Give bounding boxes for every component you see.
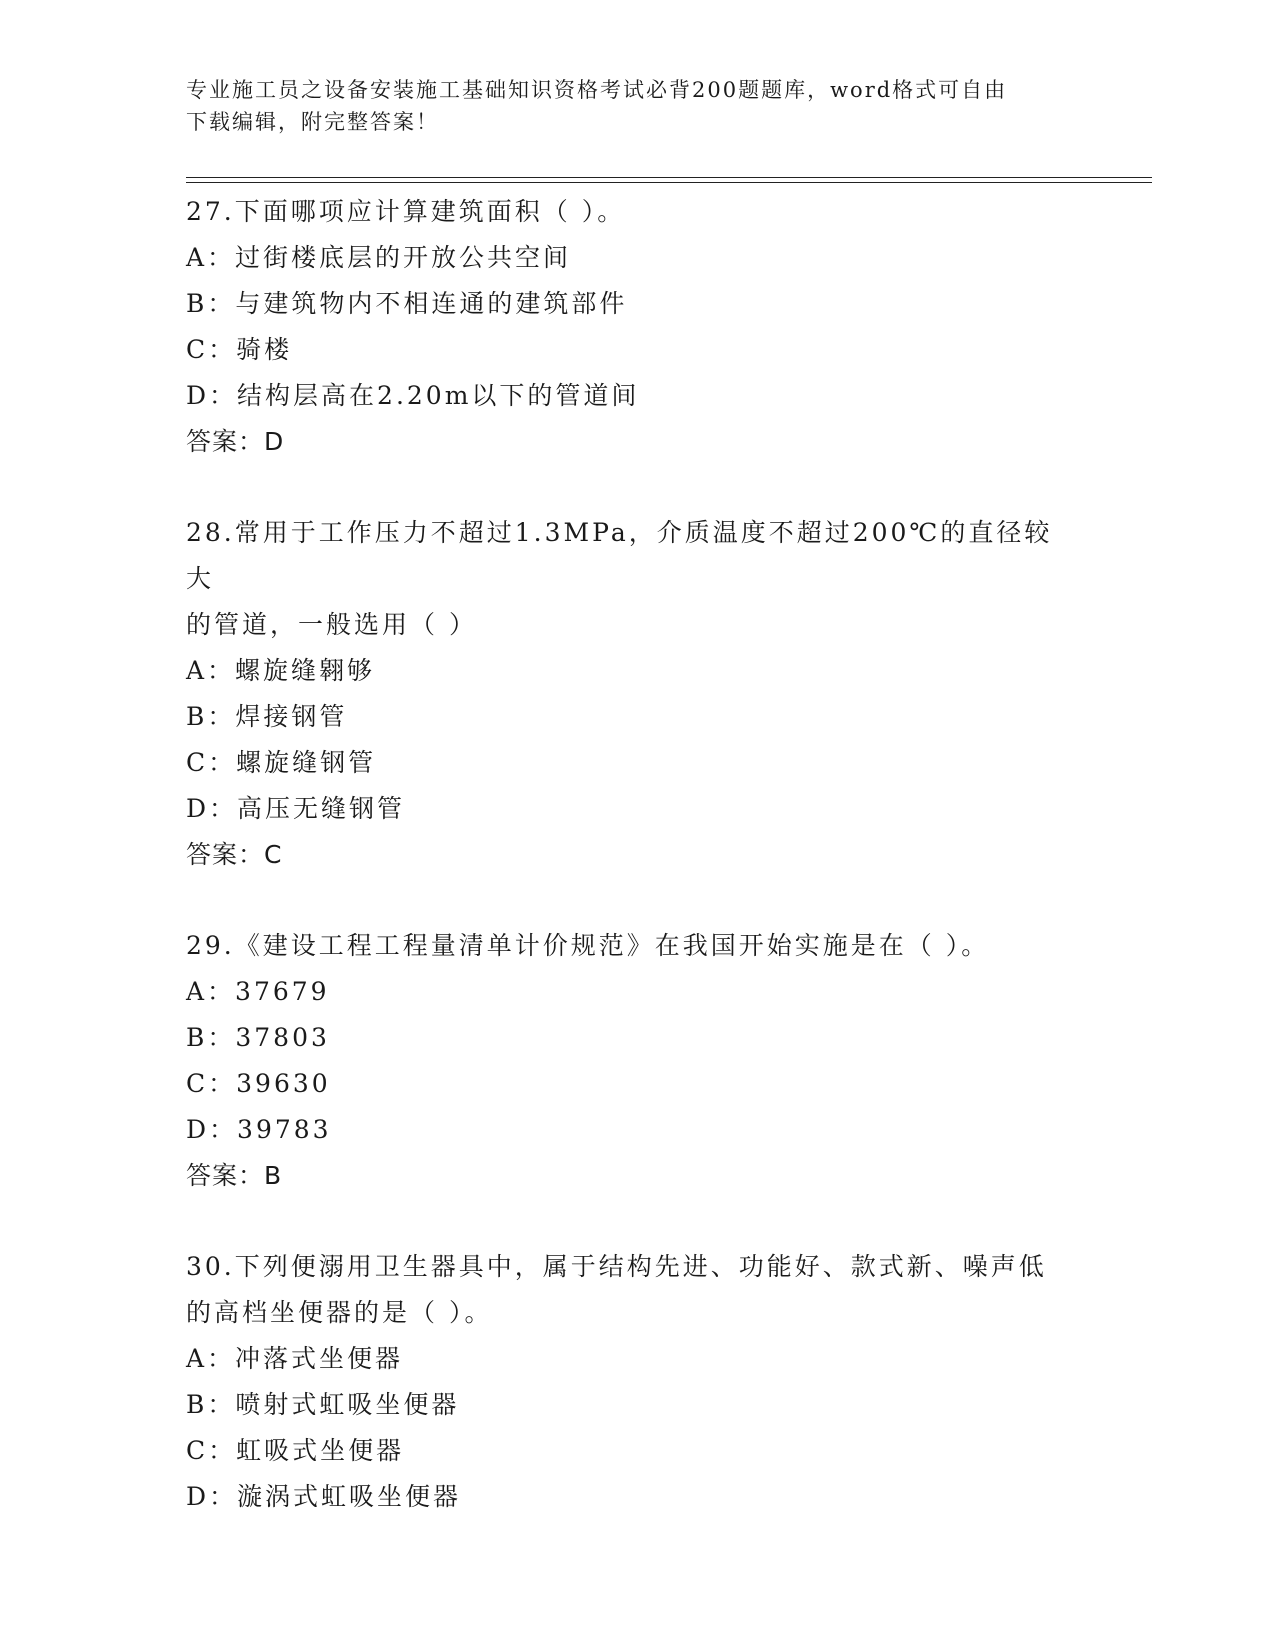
question-stem-line-2: 的管道，一般选用（ ） <box>186 610 477 639</box>
option-b: B：37803 <box>186 1023 330 1052</box>
answer: 答案：C <box>186 840 283 869</box>
question-stem-line-2: 的高档坐便器的是（ ）。 <box>186 1298 493 1327</box>
option-d: D：高压无缝钢管 <box>186 794 406 823</box>
question-30 <box>186 1244 1086 1520</box>
option-a: A：螺旋缝翱够 <box>186 656 376 685</box>
option-b: B：喷射式虹吸坐便器 <box>186 1390 460 1419</box>
question-list <box>186 189 1086 1565</box>
document-header <box>186 74 1086 138</box>
option-d: D：漩涡式虹吸坐便器 <box>186 1482 462 1511</box>
option-d: D：39783 <box>186 1115 332 1144</box>
question-stem-line-1: 30.下列便溺用卫生器具中，属于结构先进、功能好、款式新、噪声低 <box>186 1252 1047 1281</box>
question-29 <box>186 923 1086 1199</box>
question-stem-line-1: 28.常用于工作压力不超过1.3MPa，介质温度不超过200℃的直径较大 <box>186 518 1053 593</box>
question-stem: 27.下面哪项应计算建筑面积（ ）。 <box>186 197 626 226</box>
answer: 答案：B <box>186 1161 283 1190</box>
question-28 <box>186 510 1086 878</box>
option-b: B：焊接钢管 <box>186 702 348 731</box>
option-a: A：过街楼底层的开放公共空间 <box>186 243 572 272</box>
answer: 答案：D <box>186 427 285 456</box>
option-c: C：骑楼 <box>186 335 293 364</box>
header-line-2: 下载编辑，附完整答案！ <box>186 110 439 134</box>
option-d: D：结构层高在2.20m以下的管道间 <box>186 381 640 410</box>
option-b: B：与建筑物内不相连通的建筑部件 <box>186 289 628 318</box>
question-stem: 29.《建设工程工程量清单计价规范》在我国开始实施是在（ ）。 <box>186 931 990 960</box>
question-27 <box>186 189 1086 465</box>
option-c: C：39630 <box>186 1069 331 1098</box>
header-line-1: 专业施工员之设备安装施工基础知识资格考试必背200题题库，word格式可自由 <box>186 78 1008 102</box>
option-c: C：螺旋缝钢管 <box>186 748 377 777</box>
header-divider-bottom <box>186 182 1152 183</box>
option-a: A：冲落式坐便器 <box>186 1344 404 1373</box>
option-c: C：虹吸式坐便器 <box>186 1436 405 1465</box>
option-a: A：37679 <box>186 977 330 1006</box>
header-divider-top <box>186 177 1152 178</box>
